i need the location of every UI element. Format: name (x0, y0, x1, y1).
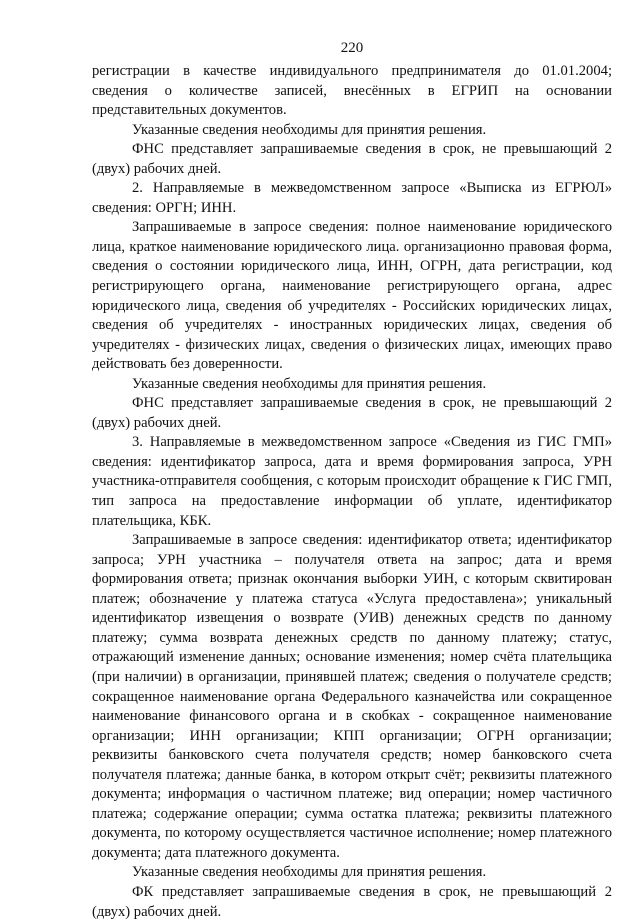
paragraph-decision-note-3: Указанные сведения необходимы для принятия решения. (132, 864, 487, 881)
paragraph-fk-deadline: ФК представляет запрашиваемые сведения в срок, не превышающий 2 (двух) рабочих дней. (92, 883, 612, 920)
page-number: 220 (340, 40, 364, 56)
paragraph-fns-deadline-2: ФНС представляет запрашиваемые сведения в срок, не превышающий 2 (двух) рабочих дней. (92, 395, 612, 431)
paragraph-egrul-requested-data: Запрашиваемые в запросе сведения: полное наименование юридического лица, краткое наименование юридического лица. организационно правовая форма, сведения о состоянии юридического лица, ИНН, ОГРН, дата регистрации, код регистрирующего органа, наименование регистрирующего органа, адрес юридического лица, сведения об учредителях - Российских юридических лицах, сведения об учредителях - иностранных юридических лицах, сведения об учредителях - физических лицах, сведения о физических лицах, имеющих право действовать без доверенности. (92, 219, 612, 373)
document-page (92, 38, 612, 922)
paragraph-gis-gmp-requested-data: Запрашиваемые в запросе сведения: идентификатор ответа; идентификатор запроса; УРН участника – получателя ответа на запрос; дата и время формирования ответа; признак окончания выборки УИН, с которым сквитирован платеж; обозначение у платежа статуса «Услуга предоставлена»; уникальный идентификатор извещения о возврате (УИВ) денежных средств по данному платежу; сумма возврата денежных средств по данному платежу; статус, отражающий изменение данных; основание изменения; номер счёта плательщика (при наличии) в организации, принявшей платеж; сведения о получателе средств; сокращенное наименование органа Федерального казначейства или сокращенное наименование финансового органа и в скобках - сокращенное наименование организации; ИНН организации; КПП организации; ОГРН организации; реквизиты банковского счета получателя средств; номер банковского счета получателя платежа; данные банка, в котором открыт счёт; реквизиты платежного документа; информация о частичном платеже; вид операции; номер частичного платежа; содержание операции; сумма остатка платежа; реквизиты платежного документа, по которому осуществляется частичное исполнение; номер платежного документа; дата платежного документа. (92, 532, 612, 861)
paragraph-decision-note-2: Указанные сведения необходимы для принятия решения. (132, 375, 487, 392)
paragraph-decision-note-1: Указанные сведения необходимы для принятия решения. (132, 121, 487, 138)
paragraph-gis-gmp-request: 3. Направляемые в межведомственном запросе «Сведения из ГИС ГМП» сведения: идентификатор запроса, дата и время формирования запроса, УРН участника-отправителя сообщения, с которым происходит обращение к ГИС ГМП, тип запроса на предоставление информации об уплате, идентификатор плательщика, КБК. (92, 434, 612, 529)
paragraph-egrul-request: 2. Направляемые в межведомственном запросе «Выписка из ЕГРЮЛ» сведения: ОРГН; ИНН. (92, 180, 612, 216)
paragraph-continuation: регистрации в качестве индивидуального предпринимателя до 01.01.2004; сведения о количестве записей, внесённых в ЕГРИП на основании представительных документов. (92, 63, 612, 119)
paragraph-fns-deadline-1: ФНС представляет запрашиваемые сведения в срок, не превышающий 2 (двух) рабочих дней. (92, 141, 612, 177)
